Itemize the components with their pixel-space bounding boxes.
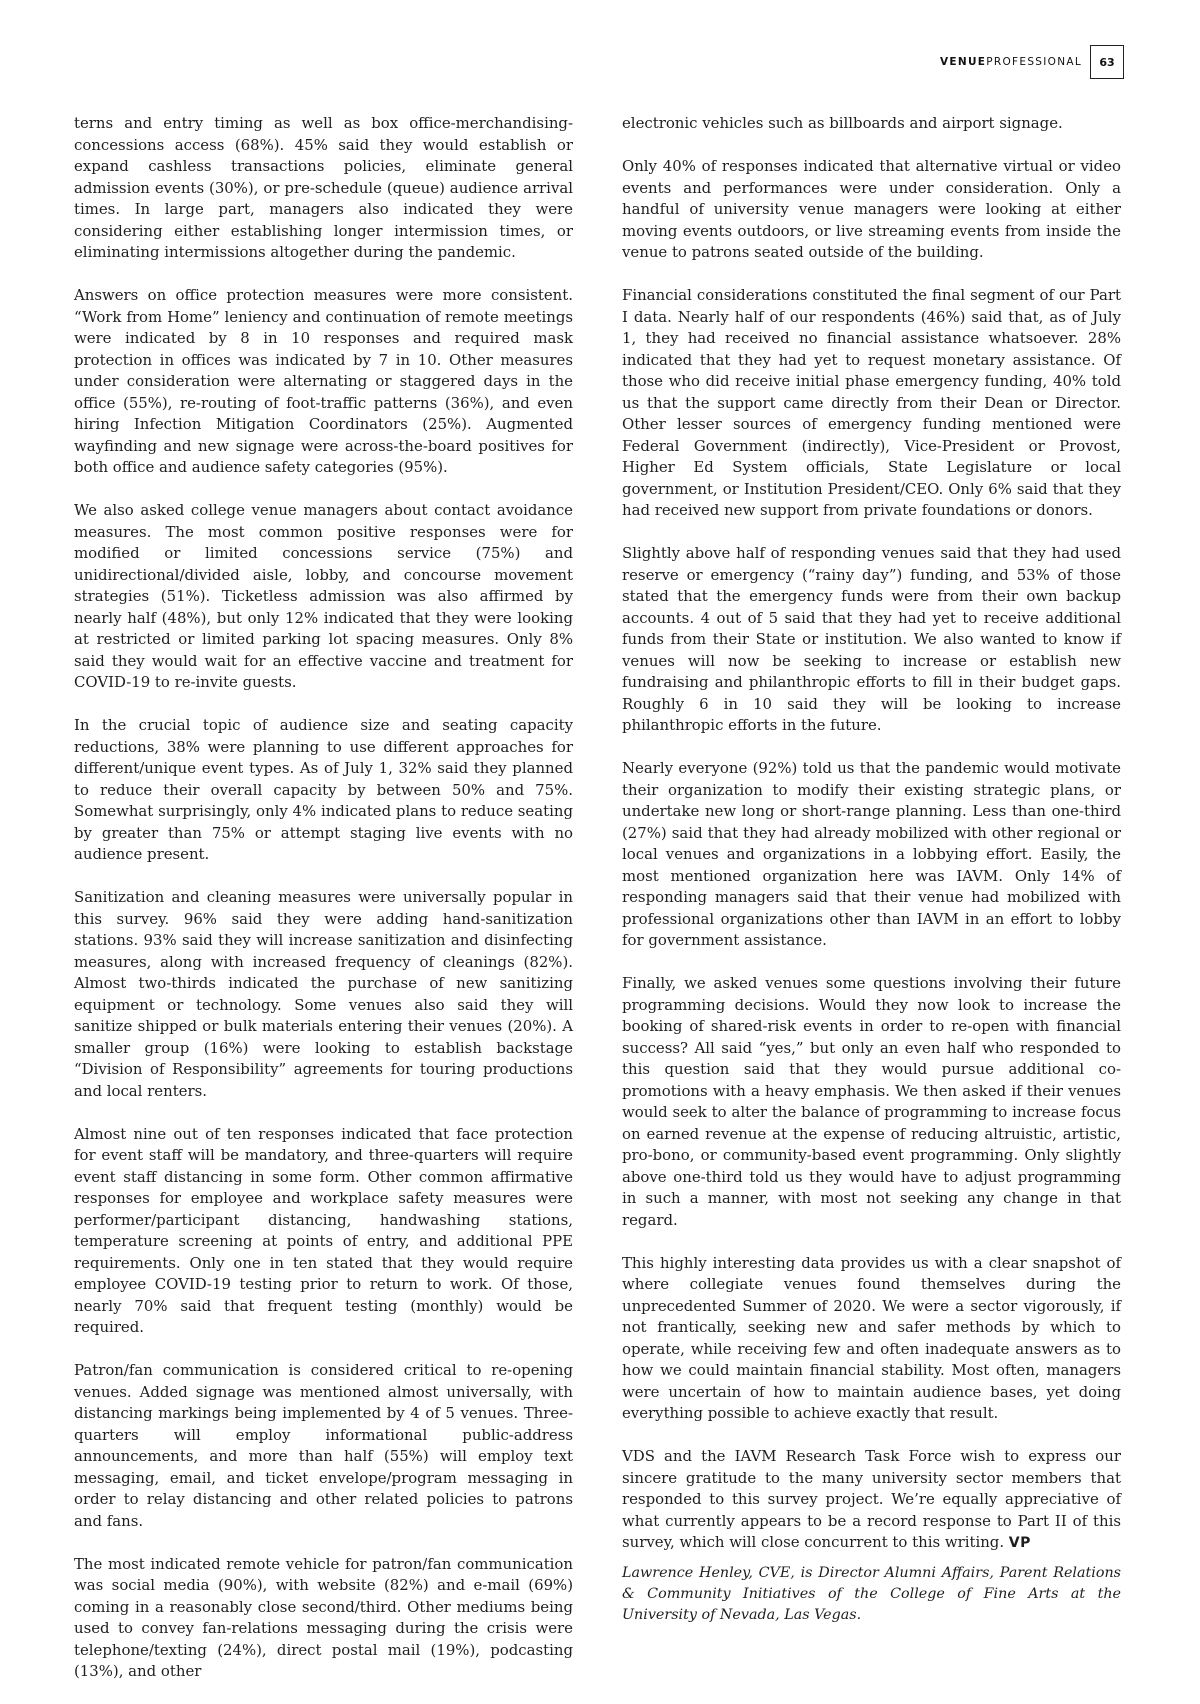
paragraph: Nearly everyone (92%) told us that the pandemic would motivate their organization to modify their existing strategic plans, or undertake new long or short-range planning. Less than one-third (27%) said that they had already mobilized with other regional or local venues and organizations in a lobbying effort. Easily, the most mentioned organization here was IAVM. Only 14% of responding managers said that their venue had mobilized with professional organizations other than IAVM in an effort to lobby for government assistance. <box>622 759 1121 949</box>
author-byline: Lawrence Henley, CVE, is Director Alumni Affairs, Parent Relations & Community Initiatives of the College of Fine Arts at the University of Nevada, Las Vegas. <box>622 1564 1121 1623</box>
paragraph: terns and entry timing as well as box office-merchandising-concessions access (68%). 45% said they would establish or expand cashless transactions policies, eliminate general admission events (30%), or pre-schedule (queue) audience arrival times. In large part, managers also indicated they were considering either establishing longer intermission times, or eliminating intermissions altogether during the pandemic. <box>74 114 573 261</box>
paragraph: Only 40% of responses indicated that alternative virtual or video events and performances were under consideration. Only a handful of university venue managers were looking at either moving events outdoors, or live streaming events from inside the venue to patrons seated outside of the building. <box>622 157 1121 261</box>
paragraph: This highly interesting data provides us with a clear snapshot of where collegiate venues found themselves during the unprecedented Summer of 2020. We were a sector vigorously, if not frantically, seeking new and safer methods by which to operate, while receiving few and often inadequate answers as to how we could maintain financial stability. Most often, managers were uncertain of how to maintain audience bases, yet doing everything possible to achieve exactly that result. <box>622 1253 1121 1422</box>
closing-paragraph <box>622 1446 1121 1555</box>
right-column <box>622 113 1121 1647</box>
closing-text: VDS and the IAVM Research Task Force wish to express our sincere gratitude to the many university sector members that responded to this survey project. We’re equally appreciative of what currently appears to be a record response to Part II of this survey, which will close concurrent to this writing. <box>622 1447 1121 1551</box>
paragraph: Finally, we asked venues some questions involving their future programming decisions. Would they now look to increase the booking of shared-risk events in order to re-open with financial success? All said “yes,” but only an even half who responded to this question said that they would pursue additional co-promotions with a heavy emphasis. We then asked if their venues would seek to alter the balance of programming to increase focus on earned revenue at the expense of reducing altruistic, artistic, pro-bono, or community-based event programming. Only slightly above one-third told us they would have to adjust programming in such a manner, with most not seeking any change in that regard. <box>622 974 1121 1229</box>
brand-professional: PROFESSIONAL <box>986 56 1082 68</box>
left-column <box>74 113 573 1704</box>
paragraph: electronic vehicles such as billboards and airport signage. <box>622 114 1063 132</box>
paragraph: Almost nine out of ten responses indicated that face protection for event staff will be mandatory, and three-quarters will require event staff distancing in some form. Other common affirmative responses for employee and workplace safety measures were performer/participant distancing, handwashing stations, temperature screening at points of entry, and additional PPE requirements. Only one in ten stated that they would require employee COVID-19 testing prior to return to work. Of those, nearly 70% said that frequent testing (monthly) would be required. <box>74 1124 573 1336</box>
paragraph: Answers on office protection measures were more consistent. “Work from Home” leniency and continuation of remote meetings were indicated by 8 in 10 responses and required mask protection in offices was indicated by 7 in 10. Other measures under consideration were alternating or staggered days in the office (55%), re-routing of foot-traffic patterns (36%), and even hiring Infection Mitigation Coordinators (25%). Augmented wayfinding and new signage were across-the-board positives for both office and audience safety categories (95%). <box>74 286 573 476</box>
paragraph: Sanitization and cleaning measures were universally popular in this survey. 96% said they were adding hand-sanitization stations. 93% said they will increase sanitization and disinfecting measures, along with increased frequency of cleanings (82%). Almost two-thirds indicated the purchase of new sanitizing equipment or technology. Some venues also said they will sanitize shipped or bulk materials entering their venues (20%). A smaller group (16%) were looking to establish backstage “Division of Responsibility” agreements for touring productions and local renters. <box>74 888 573 1100</box>
paragraph: Patron/fan communication is considered critical to re-opening venues. Added signage was mentioned almost universally, with distancing markings being implemented by 4 of 5 venues. Three-quarters will employ informational public-address announcements, and more than half (55%) will employ text messaging, email, and ticket envelope/program messaging in order to relay distancing and other related policies to patrons and fans. <box>74 1361 573 1530</box>
paragraph: Slightly above half of responding venues said that they had used reserve or emergency (“rainy day”) funding, and 53% of those stated that the emergency funds were from their own backup accounts. 4 out of 5 said that they had yet to receive additional funds from their State or institution. We also wanted to know if venues will now be seeking to increase or establish new fundraising and philanthropic efforts to fill in their budget gaps. Roughly 6 in 10 said they will be looking to increase philanthropic efforts in the future. <box>622 544 1121 734</box>
paragraph: The most indicated remote vehicle for patron/fan communication was social media (90%), with website (82%) and e-mail (69%) coming in a reasonably close second/third. Other mediums being used to convey fan-relations messaging during the crisis were telephone/texting (24%), direct postal mail (19%), podcasting (13%), and other <box>74 1554 573 1680</box>
end-mark: VP <box>1008 1535 1031 1551</box>
page-number: 63 <box>1090 45 1124 79</box>
paragraph: Financial considerations constituted the final segment of our Part I data. Nearly half of our respondents (46%) said that, as of July 1, they had received no financial assistance whatsoever. 28% indicated that they had yet to request monetary assistance. Of those who did receive initial phase emergency funding, 40% told us that the support came directly from their Dean or Director. Other lesser sources of emergency funding mentioned were Federal Government (indirectly), Vice-President or Provost, Higher Ed System officials, State Legislature or local government, or Institution President/CEO. Only 6% said that they had received new support from private foundations or donors. <box>622 286 1121 519</box>
brand-venue: VENUE <box>939 56 987 68</box>
paragraph: In the crucial topic of audience size and seating capacity reductions, 38% were planning to use different approaches for different/unique event types. As of July 1, 32% said they planned to reduce their overall capacity by between 50% and 75%. Somewhat surprisingly, only 4% indicated plans to reduce seating by greater than 75% or attempt staging live events with no audience present. <box>74 716 573 863</box>
paragraph: We also asked college venue managers about contact avoidance measures. The most common positive responses were for modified or limited concessions service (75%) and unidirectional/divided aisle, lobby, and concourse movement strategies (51%). Ticketless admission was also affirmed by nearly half (48%), but only 12% indicated that they were looking at restricted or limited parking lot spacing measures. Only 8% said they would wait for an effective vaccine and treatment for COVID-19 to re-invite guests. <box>74 501 573 691</box>
page-header <box>940 44 1124 80</box>
magazine-brand <box>940 56 1082 68</box>
